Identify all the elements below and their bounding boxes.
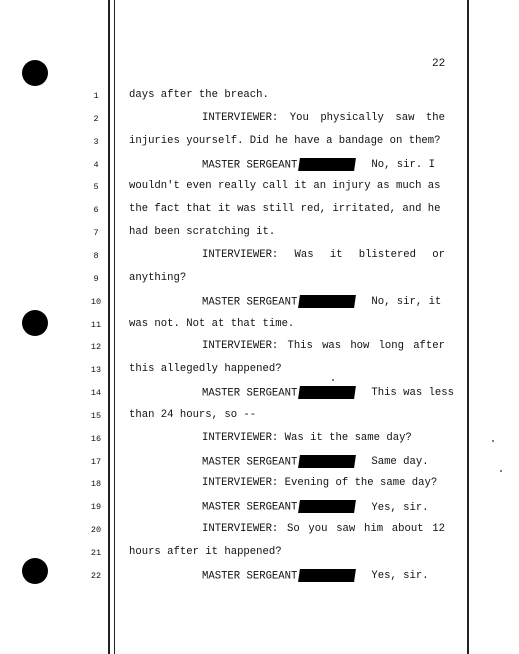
line-number: 14 [90,388,102,399]
line-text-part: INTERVIEWER: [202,248,279,261]
line-number: 7 [93,228,99,239]
line-text-part: This was less [371,387,455,400]
line-text-part: Yes, sir. [371,570,429,583]
line-text-part: saw [395,111,415,124]
line-number: 19 [90,502,102,513]
line-number: 16 [90,433,102,444]
redaction-bar [298,500,356,513]
line-text-part: INTERVIEWER: [202,340,279,353]
line-text-part: long [378,340,405,353]
speaker-label: MASTER SERGEANT [202,570,298,583]
line-text [202,477,445,489]
transcript-line [0,317,519,333]
line-text-part: INTERVIEWER: [202,523,279,536]
scan-speck [500,470,502,472]
line-number: 11 [90,319,102,330]
line-text [129,180,445,192]
redaction-bar [298,295,356,308]
line-text-part: blistered [358,248,417,261]
line-text-part: INTERVIEWER: [202,111,279,124]
line-number: 3 [93,136,99,147]
transcript-line [0,202,519,218]
line-text-part: was [322,340,342,353]
line-number: 1 [93,91,99,101]
speaker-label: MASTER SERGEANT [202,158,298,171]
line-number: 22 [90,570,102,581]
binder-hole-top [22,60,48,86]
scan-speck [332,379,334,381]
transcript-line [0,499,519,515]
speaker-label: MASTER SERGEANT [202,455,298,468]
line-text [202,112,445,124]
redaction-bar [298,455,356,468]
line-text [202,432,445,444]
transcript-line [0,88,519,104]
transcript-line [0,362,519,378]
transcript-line [0,271,519,287]
line-text-part: this allegedly happened? [129,363,282,376]
transcript-line [0,454,519,470]
speaker-label: MASTER SERGEANT [202,295,298,308]
line-text [202,569,445,582]
transcript-line [0,134,519,150]
transcript-line [0,522,519,538]
line-text-part: after [413,340,445,353]
line-text [129,318,445,330]
line-text [129,272,445,284]
line-number: 8 [93,250,99,261]
line-text-part: injuries yourself. Did he have a bandage on them? [129,134,441,147]
speaker-label: MASTER SERGEANT [202,501,298,514]
line-text-part: the [425,111,445,124]
line-text-part: saw [336,523,356,536]
line-number: 13 [90,365,102,376]
transcript-line [0,339,519,355]
transcript-line [0,248,519,264]
line-text-part: hours after it happened? [129,546,282,558]
transcript-line [0,568,519,584]
line-text [202,158,445,171]
transcript-line [0,179,519,195]
line-text [129,409,445,421]
line-number: 20 [90,525,102,536]
line-number: 21 [90,548,102,558]
line-text-part: 12 [432,523,445,536]
line-text-part: the fact that it was still red, irritated, and he [129,203,441,216]
line-text-part: INTERVIEWER: Was it the same day? [202,431,412,444]
line-number: 15 [90,410,102,421]
line-number: 17 [90,456,102,467]
line-text-part: Was [294,248,314,261]
line-text [129,546,445,558]
line-text-part: Yes, sir. [371,501,429,514]
line-text-part: it [329,248,343,261]
line-text-part: physically [320,111,384,124]
line-number: 9 [93,273,99,284]
redaction-bar [298,569,356,582]
line-text-part: was not. Not at that time. [129,317,295,330]
line-text-part: about [391,523,424,536]
line-text-part: had been scratching it. [129,226,276,239]
transcript-line [0,545,519,561]
line-text [202,500,445,513]
line-text-part: You [289,111,309,124]
line-text-part: anything? [129,271,187,284]
line-number: 12 [90,342,102,353]
line-text [202,455,445,468]
transcript-line [0,111,519,127]
line-text-part: So [287,523,300,536]
line-number: 5 [93,182,99,193]
transcript-line [0,431,519,447]
transcript-line [0,294,519,310]
line-text [202,523,445,535]
transcript-line [0,157,519,173]
line-text [129,226,445,238]
page-number: 22 [432,58,446,70]
line-text-part: INTERVIEWER: Evening of the same day? [202,477,438,490]
line-text-part: than 24 hours, so -- [129,408,257,421]
transcript-line [0,225,519,241]
line-number: 6 [93,205,99,216]
line-text-part: This [287,340,313,353]
line-number: 10 [90,296,102,307]
line-text [129,89,445,101]
transcript-line [0,385,519,401]
line-text-part: him [363,523,384,536]
transcript-line [0,408,519,424]
line-text [202,340,445,352]
line-text [202,249,445,261]
redaction-bar [298,386,356,399]
line-text-part: or [432,248,445,261]
line-text-part: No, sir, it [371,295,442,308]
line-text [129,203,445,215]
line-text [129,363,445,375]
line-text-part: you [308,523,328,536]
transcript-line [0,476,519,492]
line-number: 2 [93,113,99,124]
line-text [129,135,445,147]
line-text-part: how [350,340,370,353]
line-text-part: wouldn't even really call it an injury as much as [129,180,441,193]
line-text [202,295,445,308]
scan-speck [492,440,494,442]
speaker-label: MASTER SERGEANT [202,387,298,400]
redaction-bar [298,158,356,171]
line-number: 4 [93,159,99,170]
line-text-part: Same day. [371,455,429,468]
line-text-part: days after the breach. [129,89,269,101]
line-text [202,386,455,400]
line-text-part: No, sir. I [371,158,435,171]
line-number: 18 [90,479,102,490]
